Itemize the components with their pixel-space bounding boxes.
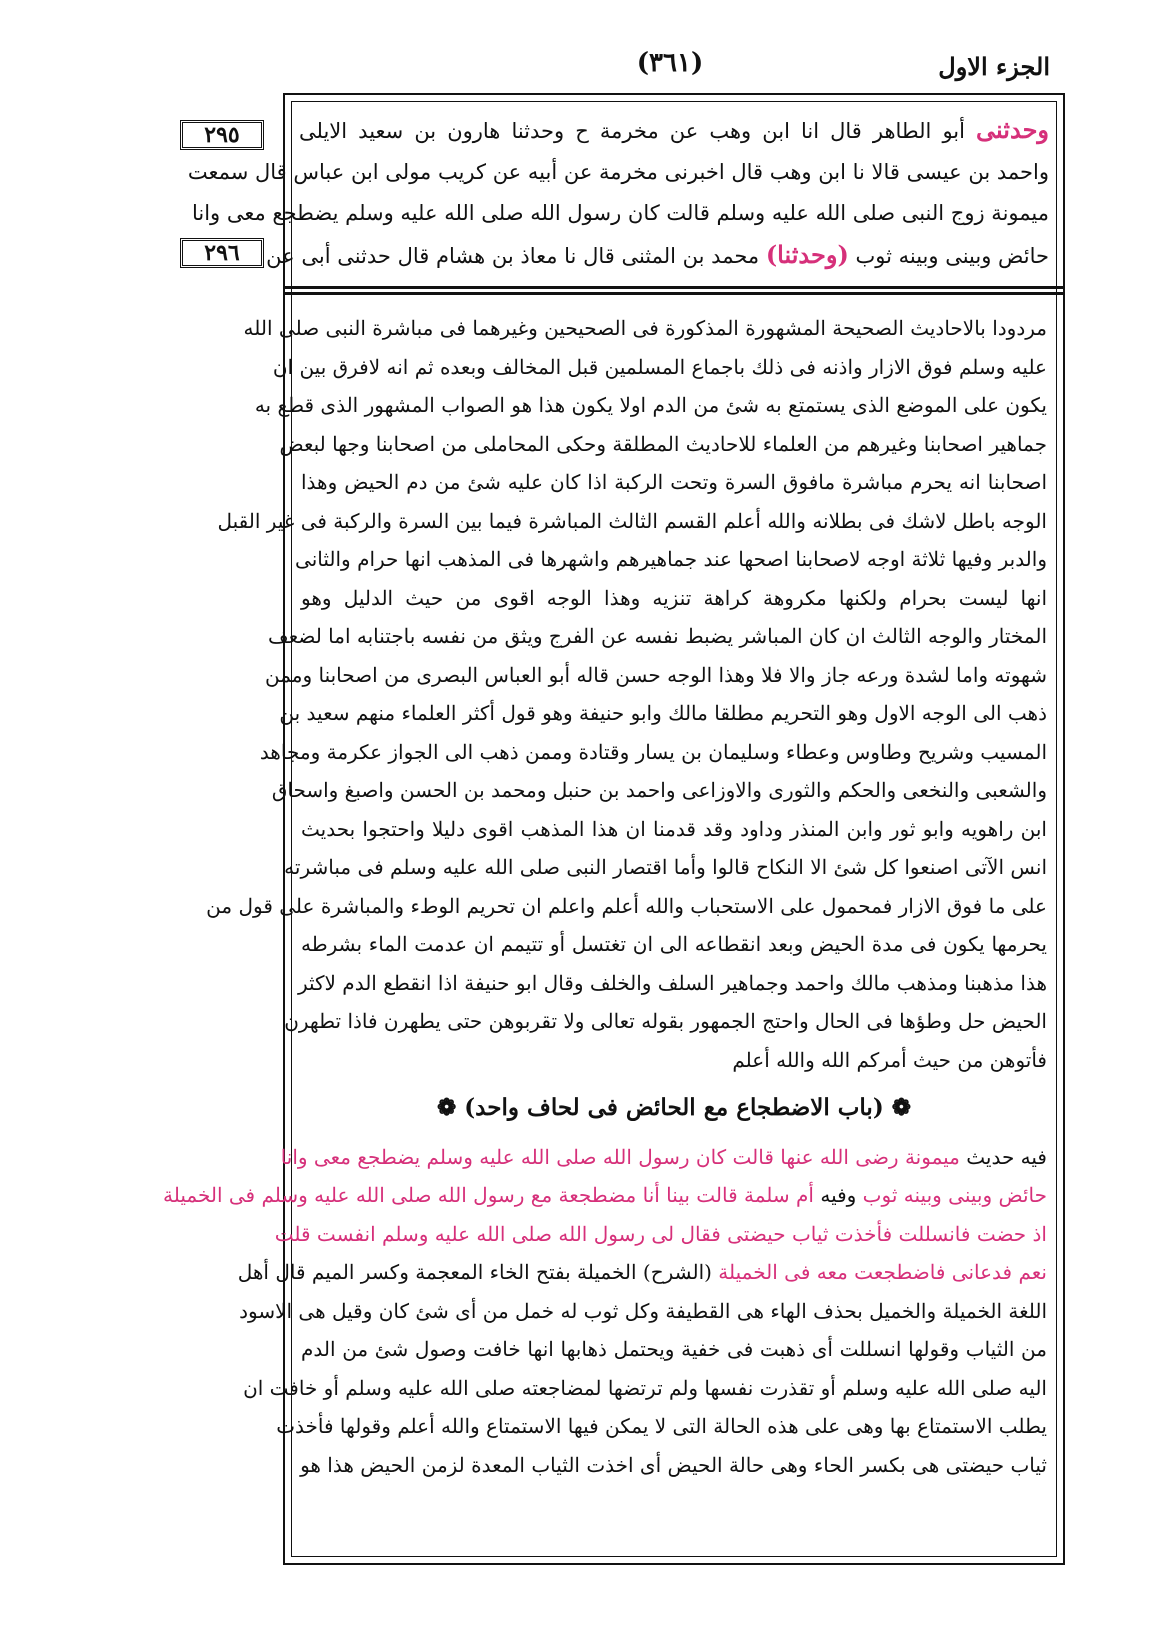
commentary-line: فأتوهن من حيث أمركم الله والله أعلم (732, 1047, 1047, 1072)
commentary-line: يحرمها يكون فى مدة الحيض وبعد انقطاعه الى ان تغتسل أو تتيمم ان عدمت الماء بشرطه (301, 932, 1047, 956)
section-line: من الثياب وقولها انسللت أى ذهبت فى خفية ويحتمل ذهابها انها خافت وصول شئ من الدم (301, 1337, 1047, 1361)
section-line: اللغة الخميلة والخميل بحذف الهاء هى القطيفة وكل ثوب له خمل من أى شئ كان وقيل هى الاسود (239, 1298, 1047, 1323)
section-line: نعم فدعانى فاضطجعت معه فى الخميلة (الشرح) الخميلة بفتح الخاء المعجمة وكسر الميم قال أهل (237, 1260, 1047, 1284)
commentary-line: شهوته واما لشدة ورعه جاز والا فلا وهذا الوجه حسن قاله أبو العباس البصرى من اصحابنا وممن (264, 662, 1047, 687)
section-divider (285, 286, 1063, 295)
hadith-number-box: ٢٩٥ (180, 120, 264, 150)
commentary-line: الحيض حل وطؤها فى الحال واحتج الجمهور بقوله تعالى ولا تقربوهن حتى يطهرن فاذا تطهرن (284, 1009, 1047, 1033)
commentary-line: انس الآتى اصنعوا كل شئ الا النكاح قالوا وأما اقتصار النبى صلى الله عليه وسلم فى مباشرته (284, 855, 1047, 879)
section-line: اليه صلى الله عليه وسلم أو تقذرت نفسها ولم ترتضها لمضاجعته صلى الله عليه وسلم أو خافت ان (243, 1375, 1047, 1400)
section-line: اذ حضت فانسللت فأخذت ثياب حيضتى فقال لى رسول الله صلى الله عليه وسلم انفست قلت (274, 1221, 1047, 1246)
commentary-body (163, 309, 1047, 1484)
section-line: حائض وبينى وبينه ثوب وفيه أم سلمة قالت بينا أنا مضطجعة مع رسول الله صلى الله عليه وسلم فى الخميلة (163, 1183, 1047, 1207)
commentary-line: الوجه باطل لاشك فى بطلانه والله أعلم القسم الثالث المباشرة فيما بين السرة والركبة فى غير القبل (217, 508, 1047, 533)
commentary-line: عليه وسلم فوق الازار واذنه فى ذلك باجماع المسلمين قبل المخالف وبعده ثم انه لافرق بين ان (272, 354, 1047, 379)
commentary-line: والدبر وفيها ثلاثة اوجه لاصحابنا اصحها عند جماهيرهم واشهرها فى المذهب انها حرام والثانى (295, 547, 1047, 571)
page-header (290, 38, 1050, 88)
hadith-line: وحدثنى أبو الطاهر قال انا ابن وهب عن مخرمة ح وحدثنا هارون بن سعيد الايلى (299, 115, 1049, 144)
page-number: (٣٦١) (636, 48, 704, 78)
section-line: يطلب الاستمتاع بها وهى على هذه الحالة التى لا يمكن فيها الاستمتاع والله أعلم وقولها فأخذت (276, 1414, 1047, 1438)
commentary-line: انها ليست بحرام ولكنها مكروهة كراهة تنزيه وهذا الوجه اقوى من حيث الدليل وهو (301, 585, 1047, 610)
section-line: فيه حديث ميمونة رضى الله عنها قالت كان رسول الله صلى الله عليه وسلم يضطجع معى وانا (280, 1144, 1047, 1169)
section-line: ثياب حيضتى هى بكسر الحاء وهى حالة الحيض أى اخذت الثياب المعدة لزمن الحيض هذا هو (300, 1452, 1047, 1477)
commentary-line: ذهب الى الوجه الاول وهو التحريم مطلقا مالك وابو حنيفة وهو قول أكثر العلماء منهم سعيد بن (279, 701, 1047, 725)
commentary-line: هذا مذهبنا ومذهب مالك واحمد وجماهير السلف والخلف وقال ابو حنيفة اذا انقطع الدم لاكثر (297, 970, 1047, 995)
commentary-line: مردودا بالاحاديث الصحيحة المشهورة المذكورة فى الصحيحين وغيرهما فى مباشرة النبى صلى الله (243, 316, 1047, 340)
volume-label: الجزء الاول (938, 52, 1050, 81)
commentary-line: اصحابنا انه يحرم مباشرة مافوق السرة وتحت الركبة اذا كان عليه شئ من دم الحيض وهذا (301, 470, 1047, 494)
hadith-number-box: ٢٩٦ (180, 238, 264, 268)
commentary-line: المسيب وشريح وطاوس وعطاء وسليمان بن يسار وقتادة وممن ذهب الى الجواز عكرمة ومجاهد (259, 739, 1047, 764)
commentary-line: يكون على الموضع الذى يستمتع به شئ من الدم اولا يكون هذا هو الصواب المشهور الذى قطع به (254, 393, 1047, 417)
commentary-line: جماهير اصحابنا وغيرهم من العلماء للاحاديث المطلقة وحكى المحاملى من اصحابنا وجها لبعض (279, 431, 1047, 456)
commentary-line: والشعبى والنخعى والحكم والثورى والاوزاعى واحمد بن حنبل ومحمد بن الحسن واصبغ واسحاق (271, 778, 1047, 802)
chapter-title: ❁ (باب الاضطجاع مع الحائض فى لحاف واحد) ❁ (437, 1094, 911, 1121)
commentary-line: ابن راهويه وابو ثور وابن المنذر وداود وقد قدمنا ان هذا المذهب اقوى دليلا واحتجوا بحديث (301, 816, 1047, 841)
commentary-line: المختار والوجه الثالث ان كان المباشر يضبط نفسه عن الفرج ويثق من نفسه باجتنابه اما لضعف (268, 624, 1047, 648)
hadith-line: ميمونة زوج النبى صلى الله عليه وسلم قالت كان رسول الله صلى الله عليه وسلم يضطجع معى وانا (191, 201, 1049, 225)
narration-marker: وحدثنى (976, 115, 1049, 144)
hadith-line: واحمد بن عيسى قالا نا ابن وهب قال اخبرنى مخرمة عن أبيه عن كريب مولى ابن عباس قال سمعت (187, 160, 1049, 184)
hadith-line: حائض وبينى وبينه ثوب (وحدثنا) محمد بن المثنى قال نا معاذ بن هشام قال حدثنى أبى عن (266, 240, 1049, 269)
commentary-line: على ما فوق الازار فمحمول على الاستحباب والله أعلم واعلم ان تحريم الوطء والمباشرة على قول من (206, 893, 1047, 918)
narration-marker: (وحدثنا) (765, 240, 849, 269)
